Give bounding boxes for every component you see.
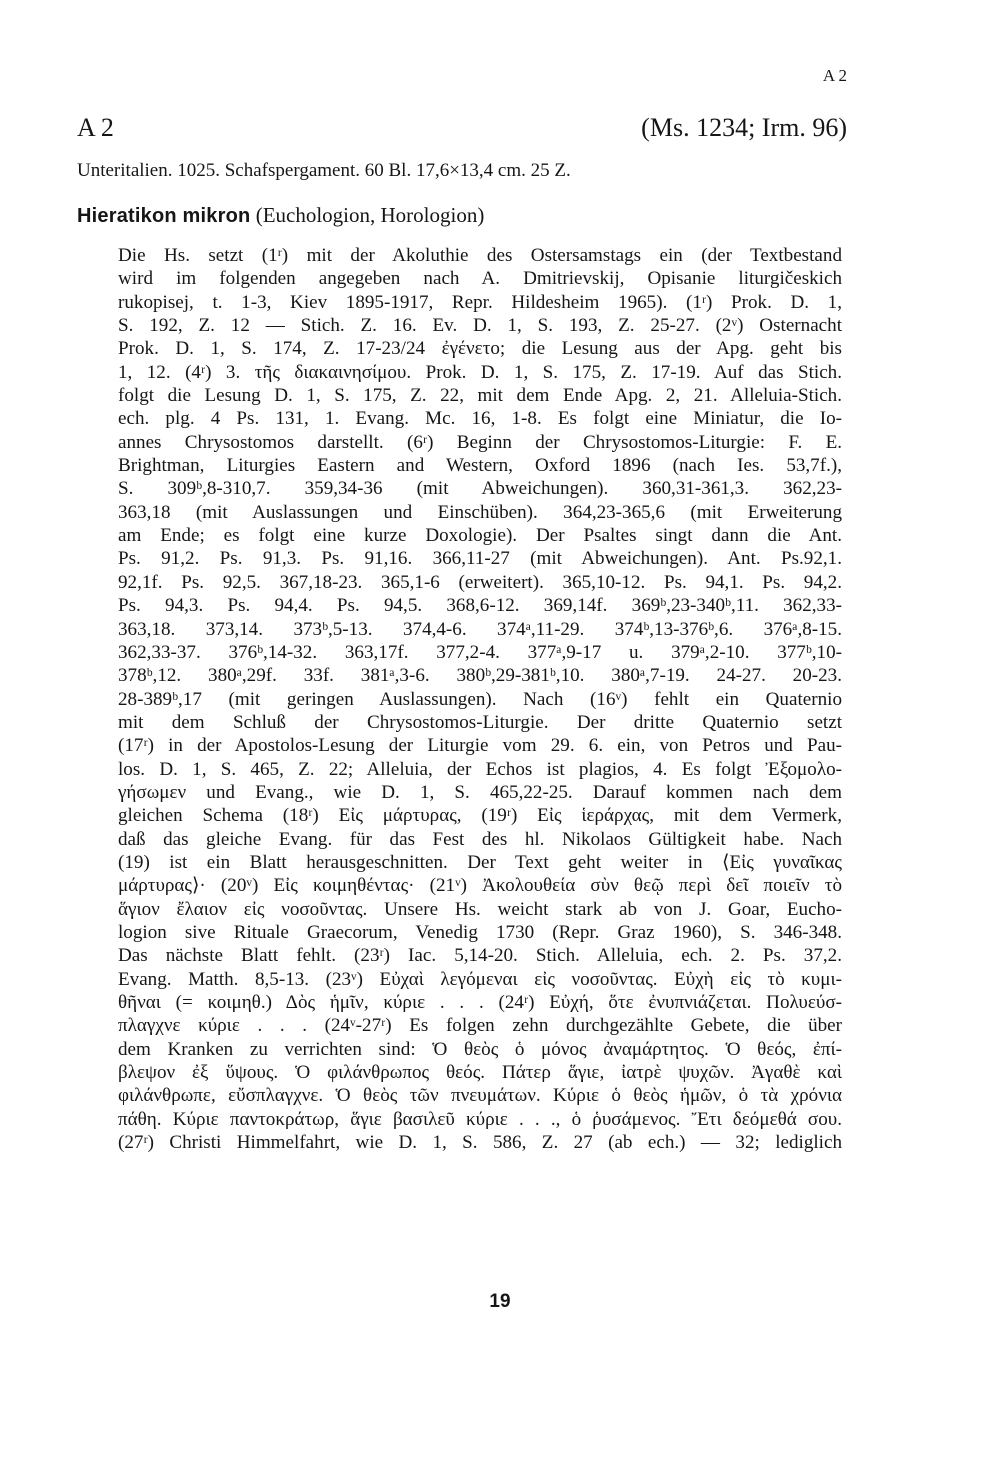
body-line: Evang. Matth. 8,5-13. (23ᵛ) Εὐχαὶ λεγόμεναι εἰς νοσοῦντας. Εὐχὴ εἰς τὸ κυμι-	[118, 968, 842, 990]
body-line: Die Hs. setzt (1ʳ) mit der Akoluthie des Ostersamstags ein (der Textbestand	[118, 245, 842, 266]
manuscript-reference: (Ms. 1234; Irm. 96)	[641, 113, 847, 142]
body-line: annes Chrysostomos darstellt. (6ʳ) Beginn der Chrysostomos-Liturgie: F. E.	[118, 431, 842, 453]
body-line: 1, 12. (4ʳ) 3. τῆς διακαινησίμου. Prok. D. 1, S. 175, Z. 17-19. Auf das Stich.	[118, 361, 842, 383]
body-line: ἅγιον ἔλαιον εἰς νοσοῦντας. Unsere Hs. weicht stark ab von J. Goar, Eucho-	[118, 898, 842, 920]
body-line: φιλάνθρωπε, εὔσπλαγχνε. Ὁ θεὸς τῶν πνευμάτων. Κύριε ὁ θεὸς ἡμῶν, ὁ τὰ χρόνια	[118, 1085, 842, 1107]
entry-id: A 2	[77, 113, 114, 142]
running-head: A 2	[822, 66, 847, 85]
body-line: rukopisej, t. 1-3, Kiev 1895-1917, Repr. Hildesheim 1965). (1ʳ) Prok. D. 1,	[118, 291, 842, 313]
body-line: gleichen Schema (18ʳ) Εἰς μάρτυρας, (19ʳ) Εἰς ἱεράρχας, mit dem Vermerk,	[118, 805, 842, 827]
body-line: μάρτυρας⟩· (20ᵛ) Εἰς κοιμηθέντας· (21ᵛ) Ἀκολουθεία σὺν θεῷ περὶ δεῖ ποιεῖν τὸ	[118, 875, 842, 897]
body-line: (19) ist ein Blatt herausgeschnitten. Der Text geht weiter in ⟨Εἰς γυναῖκας	[118, 851, 842, 873]
section-heading	[77, 203, 484, 228]
body-line: 362,33-37. 376ᵇ,14-32. 363,17f. 377,2-4. 377ᵃ,9-17 u. 379ᵃ,2-10. 377ᵇ,10-	[118, 641, 842, 663]
heading-subtitle: (Euchologion, Horologion)	[250, 203, 485, 227]
body-line: folgt die Lesung D. 1, S. 175, Z. 22, mit dem Ende Apg. 2, 21. Alleluia-Stich.	[118, 385, 842, 407]
body-text	[118, 244, 842, 1154]
body-line: γήσωμεν und Evang., wie D. 1, S. 465,22-25. Darauf kommen nach dem	[118, 781, 842, 803]
body-line: Das nächste Blatt fehlt. (23ʳ) Iac. 5,14-20. Stich. Alleluia, ech. 2. Ps. 37,2.	[118, 945, 842, 967]
body-line: 92,1f. Ps. 92,5. 367,18-23. 365,1-6 (erweitert). 365,10-12. Ps. 94,1. Ps. 94,2.	[118, 571, 842, 593]
body-line: S. 309ᵇ,8-310,7. 359,34-36 (mit Abweichungen). 360,31-361,3. 362,23-	[118, 478, 842, 500]
body-line: θῆναι (= κοιμηθ.) Δὸς ἡμῖν, κύριε . . . (24ʳ) Εὐχή, ὅτε ἐνυπνιάζεται. Πολυεύσ-	[118, 992, 842, 1013]
body-line: (17ʳ) in der Apostolos-Lesung der Liturgie vom 29. 6. ein, von Petros und Pau-	[118, 735, 842, 757]
body-line: Ps. 91,2. Ps. 91,3. Ps. 91,16. 366,11-27 (mit Abweichungen). Ant. Ps.92,1.	[118, 548, 842, 570]
body-line: Brightman, Liturgies Eastern and Western, Oxford 1896 (nach Ies. 53,7f.),	[118, 455, 842, 477]
body-line: ech. plg. 4 Ps. 131, 1. Evang. Mc. 16, 1-8. Es folgt eine Miniatur, die Io-	[118, 408, 842, 430]
body-line: πλαγχνε κύριε . . . (24ᵛ-27ʳ) Es folgen zehn durchgezählte Gebete, die über	[118, 1015, 842, 1037]
body-line: (27ʳ) Christi Himmelfahrt, wie D. 1, S. 586, Z. 27 (ab ech.) — 32; lediglich	[118, 1132, 842, 1154]
body-line: S. 192, Z. 12 — Stich. Z. 16. Ev. D. 1, S. 193, Z. 25-27. (2ᵛ) Osternacht	[118, 315, 842, 337]
body-line: 28-389ᵇ,17 (mit geringen Auslassungen). Nach (16ᵛ) fehlt ein Quaternio	[118, 688, 842, 710]
body-line: am Ende; es folgt eine kurze Doxologie). Der Psaltes singt dann die Ant.	[118, 525, 842, 547]
body-line: βλεψον ἐξ ὕψους. Ὁ φιλάνθρωπος θεός. Πάτερ ἅγιε, ἰατρὲ ψυχῶν. Ἀγαθὲ καὶ	[118, 1062, 842, 1084]
body-line: 363,18 (mit Auslassungen und Einschüben). 364,23-365,6 (mit Erweiterung	[118, 501, 842, 523]
body-line: dem Kranken zu verrichten sind: Ὁ θεὸς ὁ μόνος ἀναμάρτητος. Ὁ θεός, ἐπί-	[118, 1038, 842, 1060]
body-line: wird im folgenden angegeben nach A. Dmitrievskij, Opisanie liturgičeskich	[118, 268, 842, 290]
body-line: logion sive Rituale Graecorum, Venedig 1730 (Repr. Graz 1960), S. 346-348.	[118, 921, 842, 943]
body-line: 363,18. 373,14. 373ᵇ,5-13. 374,4-6. 374ᵃ,11-29. 374ᵇ,13-376ᵇ,6. 376ᵃ,8-15.	[118, 618, 842, 640]
provenance-line: Unteritalien. 1025. Schafspergament. 60 Bl. 17,6×13,4 cm. 25 Z.	[77, 160, 571, 181]
body-line: mit dem Schluß der Chrysostomos-Liturgie. Der dritte Quaternio setzt	[118, 711, 842, 733]
body-line: los. D. 1, S. 465, Z. 22; Alleluia, der Echos ist plagios, 4. Es folgt Ἐξομολο-	[118, 758, 842, 780]
body-line: 378ᵇ,12. 380ᵃ,29f. 33f. 381ᵃ,3-6. 380ᵇ,29-381ᵇ,10. 380ᵃ,7-19. 24-27. 20-23.	[118, 665, 842, 687]
body-line: Ps. 94,3. Ps. 94,4. Ps. 94,5. 368,6-12. 369,14f. 369ᵇ,23-340ᵇ,11. 362,33-	[118, 595, 842, 617]
body-line: daß das gleiche Evang. für das Fest des hl. Nikolaos Gültigkeit habe. Nach	[118, 828, 842, 850]
folio-number: 19	[489, 1291, 511, 1312]
body-line: Prok. D. 1, S. 174, Z. 17-23/24 ἐγένετο; die Lesung aus der Apg. geht bis	[118, 338, 842, 360]
body-line: πάθη. Κύριε παντοκράτωρ, ἅγιε βασιλεῦ κύριε . . ., ὁ ῥυσάμενος. Ἔτι δεόμεθά σου.	[118, 1108, 842, 1130]
heading-title: Hieratikon mikron	[77, 205, 251, 227]
